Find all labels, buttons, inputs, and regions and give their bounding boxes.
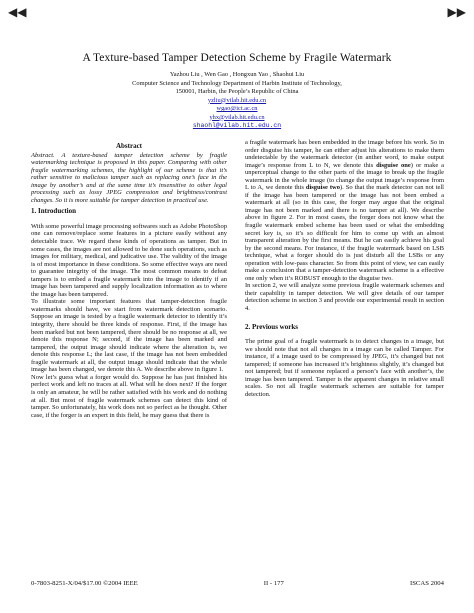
page-footer xyxy=(31,580,444,587)
intro-paragraph-2: To illustrate some important features that tamper-detection fragile watermarks should have, we start from watermark detection scenario. Suppose an image is tested by a fragile watermark detector to identify it’s integrity, there should be three kinds of response. First, if the image has been marked but not been tampered, there should be no response at all, we denote this response N; second, if the image has been marked and tampered, the output image should indicate where the alteration is, we denote this response L; the last case, if the image has not been embedded fragile watermark at all, the output image should indicate that the whole image has been changed, we denote this A. We describe above in figure 1. xyxy=(31,298,227,374)
right-paragraph-1 xyxy=(245,139,444,282)
previous-page-arrows[interactable]: ◀◀ xyxy=(8,5,27,19)
paper-title: A Texture-based Tamper Detection Scheme by Fragile Watermark xyxy=(82,52,392,64)
p1-text-d: ). So that the mark detector can not tell if the image has been tampered or the image has not been embed a watermark at all (so in this case, the forger may argue that the original image has not been marked and there is no tamper at all). We describe above in figure 2. For in most cases, the forger does not know what the fragile watermark embed scheme has been used or what the embedding secret key is, so it’s so difficult for him to come up with an almost transparent alteration by the first means. But he can easily achieve his goal by the second means. For instance, if the fragile watermark based on LSB technique, what a forger should do is just disturb all the LSBs or any operation with low-pass character. So from this point of view, we can easily make a conclusion that a tamper-detection watermark scheme is a effective one only when it’s ROBUST enough to the disguise two. xyxy=(245,184,444,282)
next-page-arrows[interactable]: ▶▶ xyxy=(447,5,466,19)
intro-paragraph-1: With some powerful image processing softwares such as Adobe PhotoShop one can remove/replace some features in a picture easily without any detectable trace. We regard these kinds of operations as tamper. But in some cases, the images are not allowed to be done such operations, such as images for military, medical, and judicative use. The validity of the image is of most importance in these conditions. So some effective ways are need to guarantee integrity of the image. The most common means to defeat tampers is to embed a fragile watermark into the image to identify if an image has been tampered and supply localization information as to where the image has been tampered. xyxy=(31,222,227,298)
footer-copyright: 0-7803-8251-X/04/$17.00 ©2004 IEEE xyxy=(31,580,138,587)
author-block xyxy=(0,71,474,131)
right-paragraph-2: In section 2, we will analyze some previous fragile watermark schemes and their capability in tamper detection. We will give details of our tamper detection scheme in section 3 and provide our experimental result in section 4. xyxy=(245,282,444,313)
email-link-4[interactable]: shaohl@vilab.hit.edu.cn xyxy=(192,122,282,129)
right-column xyxy=(245,139,444,399)
authors: Yazhou Liu , Wen Gao , Hongxun Yao , Shaohui Liu xyxy=(169,71,305,78)
p1-text-c: ) or make a unperceptual change to the other parts of the image to break up the fragile watermark in the whole image (to change the output image’s response from L to A, we denote this xyxy=(245,161,444,192)
email-link-3[interactable]: yhx@vilab.hit.edu.cn xyxy=(209,113,265,121)
section-1-heading: 1. Introduction xyxy=(31,207,76,216)
p1-bold-disguise-two: disguise two xyxy=(305,184,340,192)
footer-page-number: II - 177 xyxy=(263,580,284,587)
section-2-heading: 2. Previous works xyxy=(245,322,298,331)
affiliation-line-1: Computer Science and Technology Department of Harbin Institute of Technology, xyxy=(132,79,342,87)
footer-conference: ISCAS 2004 xyxy=(409,580,444,587)
affiliation-line-2: 150001, Harbin, the People’s Republic of China xyxy=(175,88,299,95)
left-column xyxy=(31,143,227,419)
abstract-text: Abstract. A texture-based tamper detection scheme by fragile watermarking technique is proposed in this paper. Comparing with other fragile watermarking schemes, the highlight of our scheme is that it’s rather sensitive to malicious tamper such as replacing one’s face in the image by another’s and at the same time it’s insensitive to other legal processing such as lossy JPEG compression and brightness/contrast changes. So it is more suitable for tamper detection in practical use. xyxy=(31,151,227,204)
p1-bold-disguise-one: disguise one xyxy=(376,161,411,169)
intro-paragraph-3: Now let’s guess what a forger would do. Suppose he has just finished his perfect work and left no traces at all. What will he does next? If the forger is only an amateur, he will be rather satisfied with his work and do nothing at all. But most of fragile watermark schemes can detect this kind of tamper. So unfortunately, his work does not so perfect as he thought. Other case, if the forger is an expert in this field, he may guess that there is xyxy=(31,373,227,419)
right-paragraph-3: The prime goal of a fragile watermark is to detect changes in a image, but we should note that not all changes in a image can be called Tamper. For instance, if a image used to be compressed by JPEG, it’s changed but not tampered; if someone has increased it’s brightness slightly, it’s changed but not tampered; but if someone replaced a person’s face with another’s, the image has been tampered. Tamper is the apparent changes in relative small scales. So not all fragile watermark schemes are suitable for tamper detection. xyxy=(245,338,444,398)
email-link-2[interactable]: wgao@ict.ac.cn xyxy=(216,105,258,112)
email-link-1[interactable]: yzliu@vilab.hit.edu.cn xyxy=(207,96,267,104)
p1-text-a: a fragile watermark has been embedded in the image before his work. So in order disguise his tamper, he can either adjust his alterations to make them undetectable by the watermark detector (in anther word, to make output image’s response from L to N, we denote this xyxy=(245,139,444,169)
abstract-heading: Abstract xyxy=(115,142,143,150)
